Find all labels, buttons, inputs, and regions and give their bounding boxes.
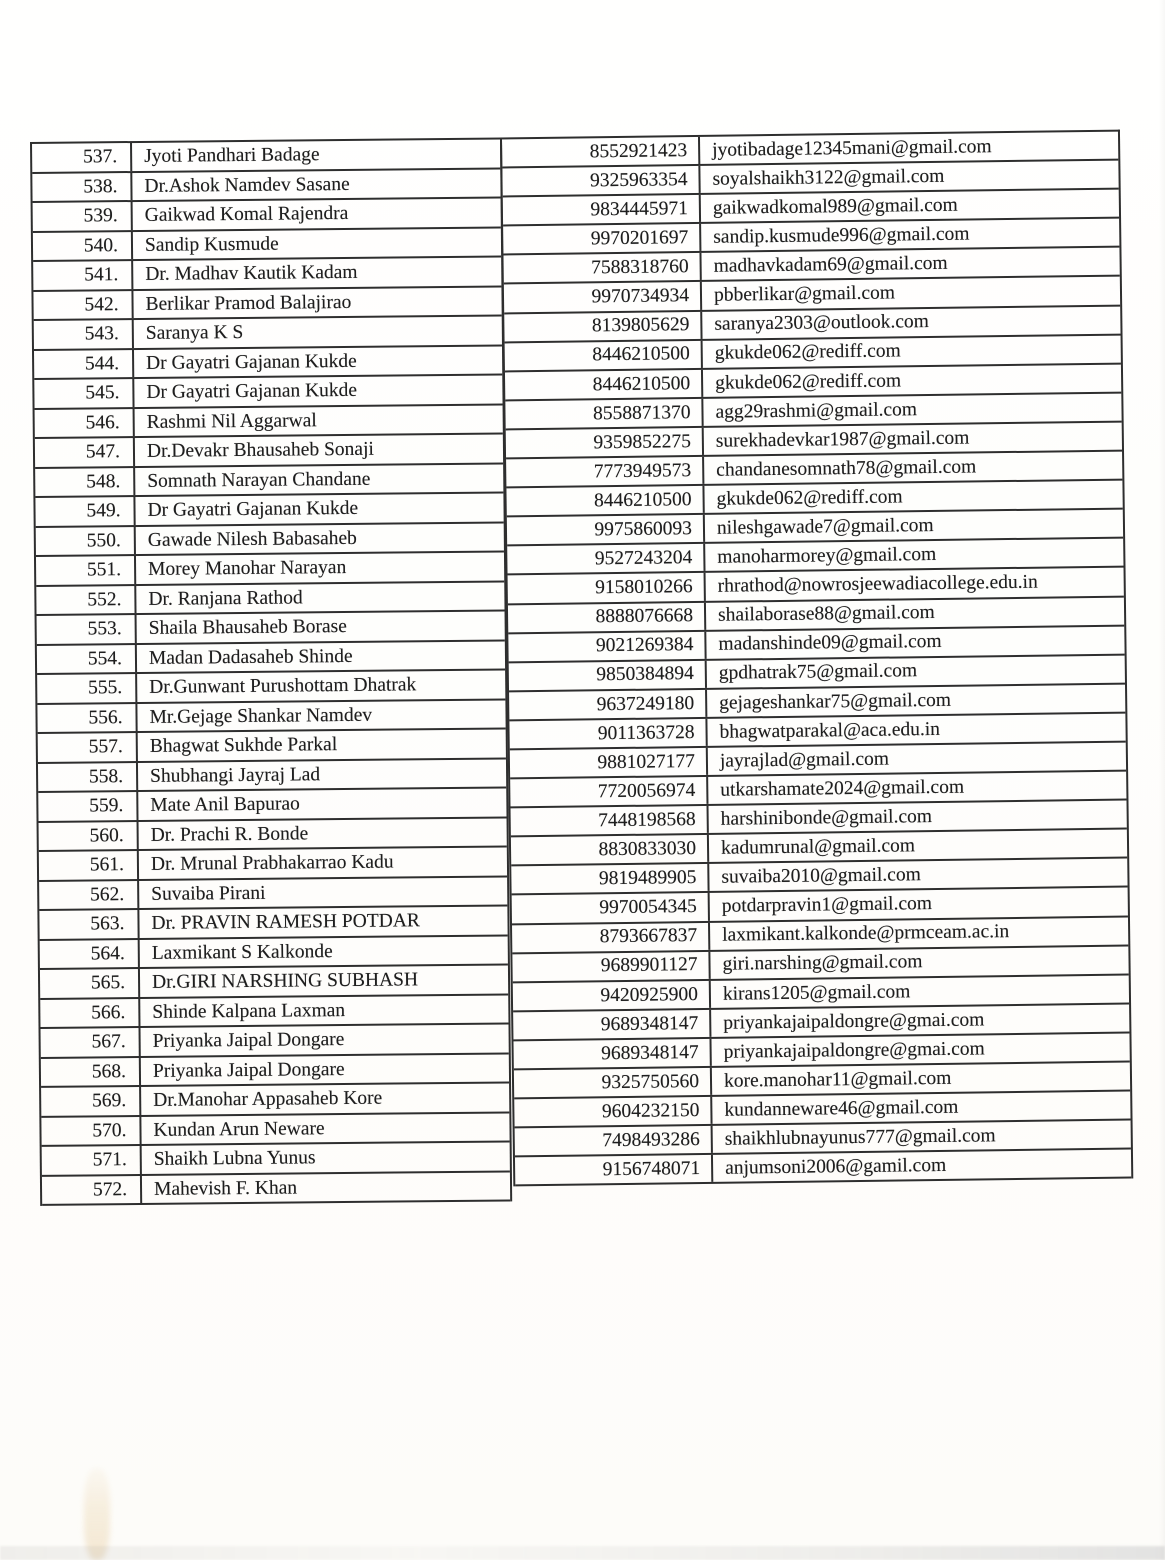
serial-number-cell: 556. — [37, 703, 137, 731]
name-cell: Berlikar Pramod Balajirao — [145, 291, 352, 315]
email-cell: gkukde062@rediff.com — [714, 340, 901, 365]
table-row — [35, 464, 503, 498]
phone-cell: 9834445971 — [503, 195, 701, 225]
email-cell: utkarshamate2024@gmail.com — [720, 776, 965, 801]
phone-cell: 9011363728 — [509, 719, 707, 749]
phone-cell: 8139805629 — [504, 311, 702, 341]
email-cell: priyankajaipaldongre@gmai.com — [723, 1038, 985, 1063]
phone-cell: 9156748071 — [515, 1155, 713, 1185]
email-cell: surekhadevkar1987@gmail.com — [715, 427, 970, 452]
phone-cell: 9325750560 — [514, 1068, 712, 1098]
table-row — [42, 1142, 510, 1176]
name-cell: Morey Manohar Narayan — [148, 556, 347, 580]
serial-number-cell: 565. — [40, 969, 140, 997]
table-row — [32, 139, 500, 173]
name-cell: Mr.Gejage Shankar Namdev — [149, 704, 373, 728]
email-cell: harshinibonde@gmail.com — [720, 805, 933, 830]
table-row — [35, 405, 503, 439]
phone-cell: 9325963354 — [502, 166, 700, 196]
table-row — [37, 611, 505, 645]
name-cell: Laxmikant S Kalkonde — [151, 940, 333, 964]
table-row — [41, 1054, 509, 1088]
serial-number-cell: 547. — [35, 438, 135, 466]
table-row — [37, 641, 505, 675]
email-cell: jyotibadage12345mani@gmail.com — [712, 136, 992, 161]
phone-cell: 9021269384 — [508, 631, 706, 661]
name-cell: Mahevish F. Khan — [153, 1176, 298, 1200]
name-cell: Dr.Gunwant Purushottam Dhatrak — [149, 674, 417, 698]
name-cell: Dr Gayatri Gajanan Kukde — [146, 350, 357, 374]
email-cell: priyankajaipaldongre@gmai.com — [723, 1008, 985, 1034]
serial-number-cell: 552. — [36, 586, 136, 614]
serial-number-cell: 545. — [34, 379, 134, 407]
name-cell: Gaikwad Komal Rajendra — [144, 202, 349, 226]
phone-cell: 7773949573 — [506, 457, 704, 487]
email-cell: madanshinde09@gmail.com — [718, 631, 942, 656]
phone-and-email-columns — [500, 130, 1133, 1187]
name-cell: Dr. Madhav Kautik Kadam — [145, 261, 358, 285]
serial-number-cell: 543. — [34, 320, 134, 348]
serial-number-cell: 570. — [41, 1116, 141, 1144]
table-row — [34, 346, 502, 380]
serial-number-cell: 542. — [33, 291, 133, 319]
phone-cell: 9158010266 — [508, 573, 706, 603]
email-cell: chandanesomnath78@gmail.com — [716, 456, 977, 481]
serial-and-name-columns — [30, 137, 512, 1205]
email-cell: kirans1205@gmail.com — [722, 980, 911, 1005]
phone-cell: 9689348147 — [513, 1039, 711, 1069]
email-cell: kadumrunal@gmail.com — [720, 835, 916, 859]
name-cell: Saranya K S — [145, 321, 244, 344]
name-cell: Dr Gayatri Gajanan Kukde — [147, 497, 359, 521]
phone-cell: 9970201697 — [503, 224, 701, 254]
name-cell: Dr Gayatri Gajanan Kukde — [146, 379, 358, 403]
email-cell: rhrathod@nowrosjeewadiacollege.edu.in — [717, 571, 1038, 597]
table-row — [34, 375, 502, 409]
phone-cell: 9975860093 — [507, 515, 705, 545]
name-cell: Shubhangi Jayraj Lad — [149, 763, 321, 787]
name-cell: Somnath Narayan Chandane — [147, 468, 371, 492]
email-cell: laxmikant.kalkonde@prmceam.ac.in — [722, 921, 1010, 947]
name-cell: Shinde Kalpana Laxman — [152, 999, 346, 1023]
serial-number-cell: 569. — [41, 1087, 141, 1115]
email-cell: potdarpravin1@gmail.com — [721, 893, 933, 917]
name-cell: Priyanka Jaipal Dongare — [152, 1029, 345, 1052]
phone-cell: 8446210500 — [505, 370, 703, 400]
name-cell: Kundan Arun Neware — [153, 1117, 325, 1141]
phone-cell: 8830833030 — [511, 835, 709, 865]
table-row — [40, 936, 508, 970]
table-row — [41, 1113, 509, 1147]
phone-cell: 7720056974 — [510, 777, 708, 807]
name-cell: Mate Anil Bapurao — [150, 793, 300, 816]
email-cell: gkukde062@rediff.com — [714, 369, 902, 394]
name-cell: Dr. Prachi R. Bonde — [150, 822, 309, 846]
name-cell: Dr.GIRI NARSHING SUBHASH — [151, 969, 419, 993]
email-cell: jayrajlad@gmail.com — [719, 748, 890, 772]
email-cell: suvaiba2010@gmail.com — [721, 864, 921, 888]
serial-number-cell: 566. — [40, 998, 140, 1026]
table-row — [40, 965, 508, 999]
phone-cell: 9637249180 — [509, 690, 707, 720]
table-row — [38, 788, 506, 822]
table-row — [33, 287, 501, 321]
phone-cell: 8446210500 — [506, 486, 704, 516]
email-cell: shailaborase88@gmail.com — [717, 602, 935, 627]
table-row — [36, 552, 504, 586]
email-cell: gejageshankar75@gmail.com — [719, 689, 952, 714]
table-row — [42, 1172, 510, 1206]
phone-cell: 9359852275 — [506, 428, 704, 458]
phone-cell: 9970054345 — [512, 893, 710, 923]
name-cell: Gawade Nilesh Babasaheb — [147, 527, 357, 551]
table-row — [35, 493, 503, 527]
table-row — [39, 818, 507, 852]
serial-number-cell: 558. — [38, 762, 138, 790]
email-cell: soyalshaikh3122@gmail.com — [712, 165, 945, 190]
email-cell: shaikhlubnayunus777@gmail.com — [724, 1125, 996, 1150]
table-row — [39, 906, 507, 940]
name-cell: Jyoti Pandhari Badage — [144, 144, 320, 167]
email-cell: pbberlikar@gmail.com — [713, 282, 896, 307]
phone-cell: 9881027177 — [510, 748, 708, 778]
phone-cell: 8552921423 — [502, 137, 700, 167]
serial-number-cell: 564. — [40, 939, 140, 967]
serial-number-cell: 568. — [41, 1057, 141, 1085]
contact-table — [30, 132, 1130, 1206]
phone-cell: 9420925900 — [513, 981, 711, 1011]
name-cell: Dr. Ranjana Rathod — [148, 586, 303, 610]
serial-number-cell: 557. — [38, 733, 138, 761]
table-row — [36, 523, 504, 557]
serial-number-cell: 548. — [35, 468, 135, 496]
phone-cell: 9527243204 — [507, 544, 705, 574]
table-row — [38, 759, 506, 793]
table-row — [41, 1083, 509, 1117]
phone-cell: 9689348147 — [513, 1010, 711, 1040]
serial-number-cell: 560. — [39, 821, 139, 849]
email-cell: manoharmorey@gmail.com — [717, 544, 937, 568]
name-cell: Dr.Devakr Bhausaheb Sonaji — [146, 438, 374, 462]
scan-right-edge-artifact — [1159, 0, 1165, 1560]
phone-cell: 8793667837 — [512, 922, 710, 952]
phone-cell: 9689901127 — [512, 951, 710, 981]
phone-cell: 9850384894 — [509, 661, 707, 691]
email-cell: madhavkadam69@gmail.com — [713, 252, 948, 277]
phone-cell: 7448198568 — [511, 806, 709, 836]
table-row — [40, 995, 508, 1029]
serial-number-cell: 562. — [39, 880, 139, 908]
name-cell: Rashmi Nil Aggarwal — [146, 409, 317, 433]
name-cell: Dr.Manohar Appasaheb Kore — [153, 1087, 383, 1111]
serial-number-cell: 555. — [37, 674, 137, 702]
scan-bottom-edge-artifact — [0, 1546, 1165, 1560]
serial-number-cell: 559. — [38, 792, 138, 820]
serial-number-cell: 561. — [39, 851, 139, 879]
table-row — [34, 316, 502, 350]
table-row — [32, 169, 500, 203]
phone-cell: 8888076668 — [508, 602, 706, 632]
serial-number-cell: 567. — [41, 1028, 141, 1056]
table-row — [36, 582, 504, 616]
serial-number-cell: 544. — [34, 350, 134, 378]
email-cell: gpdhatrak75@gmail.com — [718, 660, 918, 685]
phone-cell: 8446210500 — [505, 341, 703, 371]
serial-number-cell: 539. — [33, 202, 133, 230]
serial-number-cell: 572. — [42, 1175, 142, 1203]
email-cell: bhagwatparakal@aca.edu.in — [719, 718, 941, 743]
phone-cell: 9819489905 — [511, 864, 709, 894]
phone-cell: 9604232150 — [514, 1097, 712, 1127]
table-row — [33, 198, 501, 232]
name-cell: Madan Dadasaheb Shinde — [148, 645, 353, 669]
serial-number-cell: 551. — [36, 556, 136, 584]
table-row — [39, 847, 507, 881]
table-row — [37, 700, 505, 734]
name-cell: Suvaiba Pirani — [151, 882, 266, 905]
email-cell: kore.manohar11@gmail.com — [723, 1067, 952, 1092]
email-cell: agg29rashmi@gmail.com — [715, 398, 918, 423]
name-cell: Sandip Kusmude — [144, 233, 279, 256]
name-cell: Priyanka Jaipal Dongare — [152, 1058, 345, 1082]
phone-cell: 7588318760 — [503, 253, 701, 283]
table-row — [39, 877, 507, 911]
email-cell: giri.narshing@gmail.com — [722, 951, 923, 976]
name-cell: Dr.Ashok Namdev Sasane — [144, 173, 350, 197]
table-row — [38, 729, 506, 763]
name-cell: Bhagwat Sukhde Parkal — [149, 734, 338, 757]
email-cell: kundanneware46@gmail.com — [724, 1096, 959, 1121]
serial-number-cell: 571. — [42, 1146, 142, 1174]
phone-cell: 8558871370 — [505, 399, 703, 429]
serial-number-cell: 550. — [36, 527, 136, 555]
email-cell: anjumsoni2006@gamil.com — [724, 1154, 947, 1179]
phone-cell: 7498493286 — [515, 1126, 713, 1156]
email-cell: gkukde062@rediff.com — [716, 486, 903, 510]
email-cell: sandip.kusmude996@gmail.com — [713, 223, 970, 248]
serial-number-cell: 540. — [33, 232, 133, 260]
email-cell: nileshgawade7@gmail.com — [716, 515, 934, 539]
serial-number-cell: 537. — [32, 143, 132, 171]
name-cell: Shaikh Lubna Yunus — [153, 1147, 316, 1170]
phone-cell: 9970734934 — [504, 282, 702, 312]
name-cell: Shaila Bhausaheb Borase — [148, 615, 347, 639]
table-row — [35, 434, 503, 468]
serial-number-cell: 541. — [33, 261, 133, 289]
serial-number-cell: 554. — [37, 644, 137, 672]
serial-number-cell: 563. — [39, 910, 139, 938]
serial-number-cell: 549. — [35, 497, 135, 525]
table-row — [37, 670, 505, 704]
name-cell: Dr. PRAVIN RAMESH POTDAR — [151, 910, 420, 934]
serial-number-cell: 546. — [35, 409, 135, 437]
email-cell: saranya2303@outlook.com — [714, 311, 930, 336]
table-row — [33, 228, 501, 262]
table-row — [41, 1024, 509, 1058]
email-cell: gaikwadkomal989@gmail.com — [712, 194, 958, 219]
serial-number-cell: 553. — [37, 615, 137, 643]
name-cell: Dr. Mrunal Prabhakarrao Kadu — [150, 851, 394, 875]
table-row — [33, 257, 501, 291]
serial-number-cell: 538. — [32, 173, 132, 201]
